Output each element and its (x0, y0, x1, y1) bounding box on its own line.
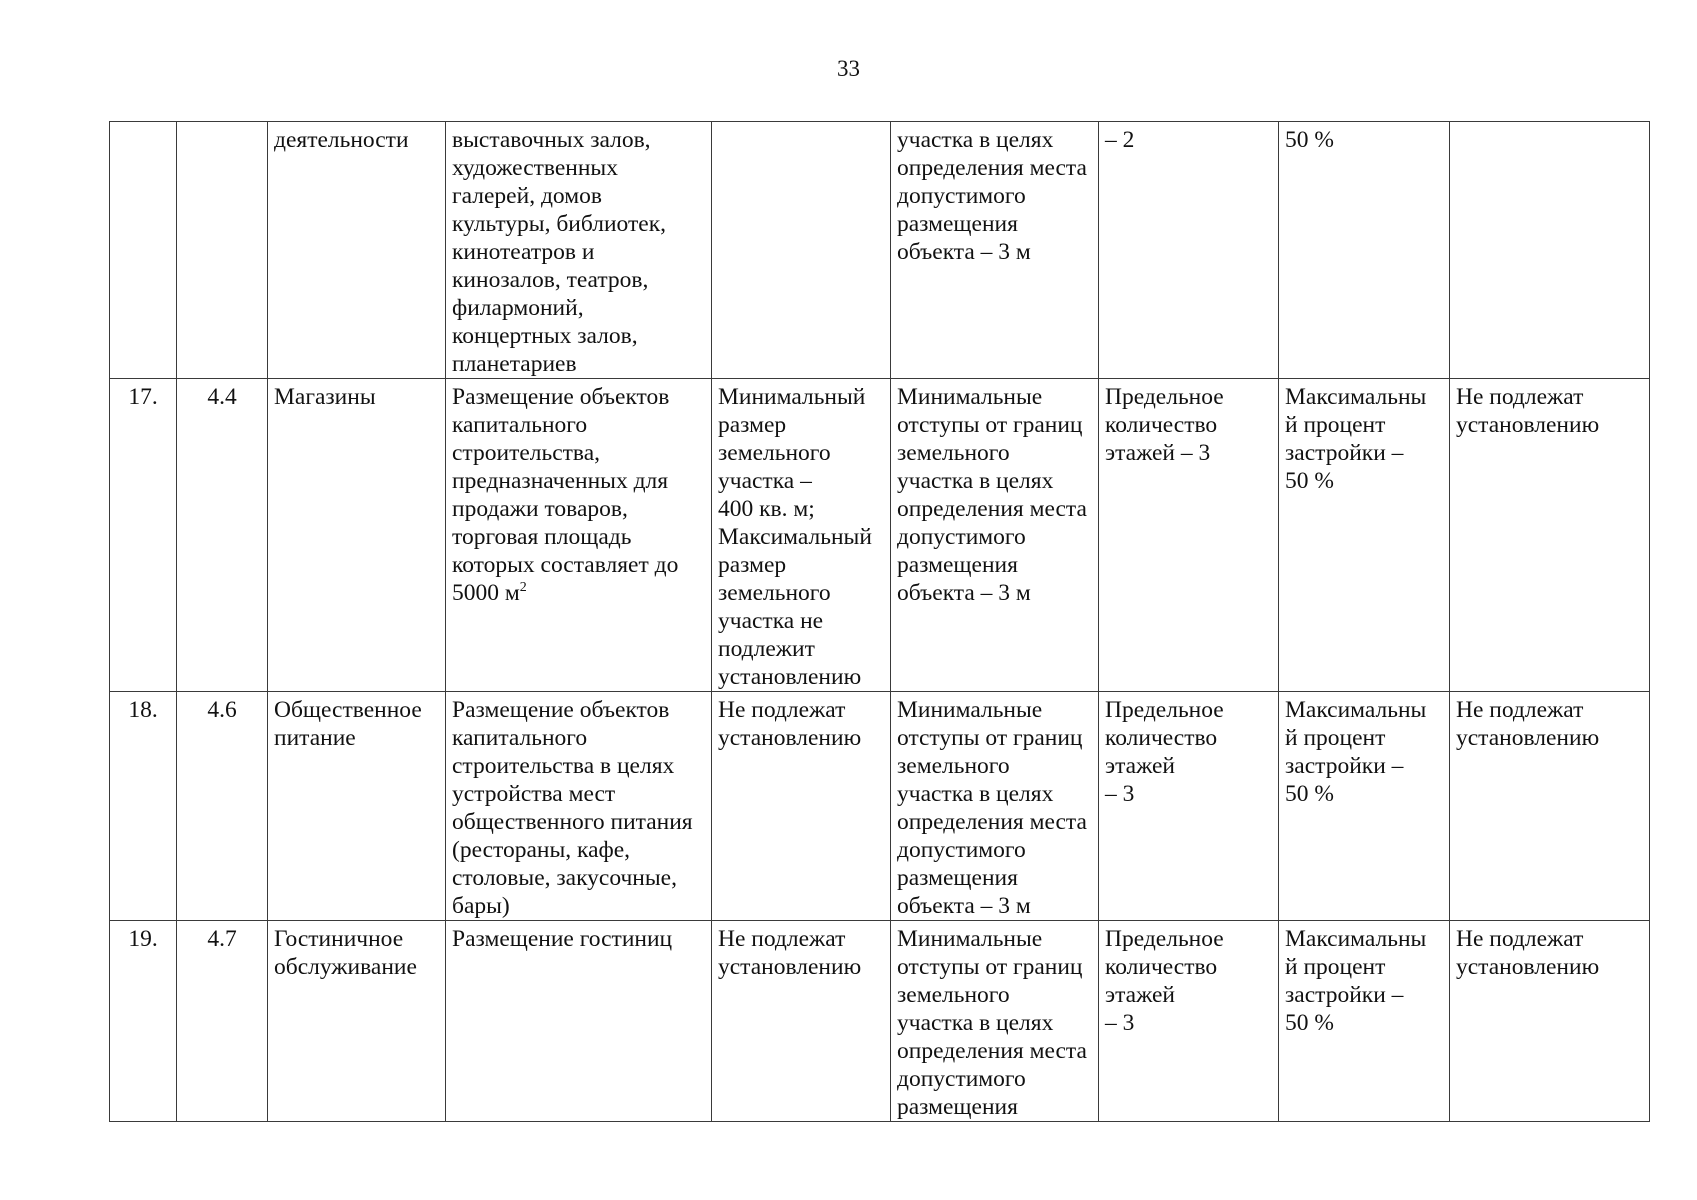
setback-limits: Минимальные отступы от границ земельного участка в целях определения места допустимого размещения (891, 921, 1099, 1122)
land-use-name: Магазины (268, 379, 446, 692)
land-use-name: деятельности (268, 122, 446, 379)
other-limits: Не подлежат установлению (1450, 692, 1650, 921)
floor-limits: Предельное количество этажей – 3 (1099, 692, 1279, 921)
table-row (110, 692, 1650, 921)
coverage-limits: Максимальны й процент застройки – 50 % (1279, 379, 1450, 692)
other-limits (1450, 122, 1650, 379)
regulations-table (109, 121, 1650, 1122)
land-use-name: Гостиничное обслуживание (268, 921, 446, 1122)
land-use-name: Общественное питание (268, 692, 446, 921)
land-use-description (446, 379, 712, 692)
coverage-limits: Максимальны й процент застройки – 50 % (1279, 921, 1450, 1122)
table-row (110, 379, 1650, 692)
plot-size-limits (712, 122, 891, 379)
plot-size-limits: Не подлежат установлению (712, 692, 891, 921)
floor-limits: Предельное количество этажей – 3 (1099, 379, 1279, 692)
row-number: 19. (110, 921, 177, 1122)
land-use-description: выставочных залов, художественных галерей, домов культуры, библиотек, кинотеатров и кинозалов, театров, филармоний, концертных залов, планетариев (446, 122, 712, 379)
table-row (110, 921, 1650, 1122)
row-number (110, 122, 177, 379)
plot-size-limits: Минимальный размер земельного участка – 400 кв. м; Максимальный размер земельного участка не подлежит установлению (712, 379, 891, 692)
row-code (177, 122, 268, 379)
description-text: Размещение объектов капитального строительства, предназначенных для продажи товаров, торговая площадь которых составляет до 5000 м (452, 384, 679, 606)
row-code: 4.7 (177, 921, 268, 1122)
superscript: 2 (519, 580, 527, 596)
other-limits: Не подлежат установлению (1450, 921, 1650, 1122)
setback-limits: Минимальные отступы от границ земельного участка в целях определения места допустимого размещения объекта – 3 м (891, 692, 1099, 921)
table-row (110, 122, 1650, 379)
floor-limits: – 2 (1099, 122, 1279, 379)
other-limits: Не подлежат установлению (1450, 379, 1650, 692)
row-number: 18. (110, 692, 177, 921)
row-number: 17. (110, 379, 177, 692)
row-code: 4.6 (177, 692, 268, 921)
floor-limits: Предельное количество этажей – 3 (1099, 921, 1279, 1122)
land-use-description: Размещение объектов капитального строительства в целях устройства мест общественного питания (рестораны, кафе, столовые, закусочные, бары) (446, 692, 712, 921)
land-use-description: Размещение гостиниц (446, 921, 712, 1122)
coverage-limits: Максимальны й процент застройки – 50 % (1279, 692, 1450, 921)
page-number: 33 (837, 56, 860, 81)
plot-size-limits: Не подлежат установлению (712, 921, 891, 1122)
setback-limits: участка в целях определения места допустимого размещения объекта – 3 м (891, 122, 1099, 379)
setback-limits: Минимальные отступы от границ земельного участка в целях определения места допустимого размещения объекта – 3 м (891, 379, 1099, 692)
coverage-limits: 50 % (1279, 122, 1450, 379)
row-code: 4.4 (177, 379, 268, 692)
